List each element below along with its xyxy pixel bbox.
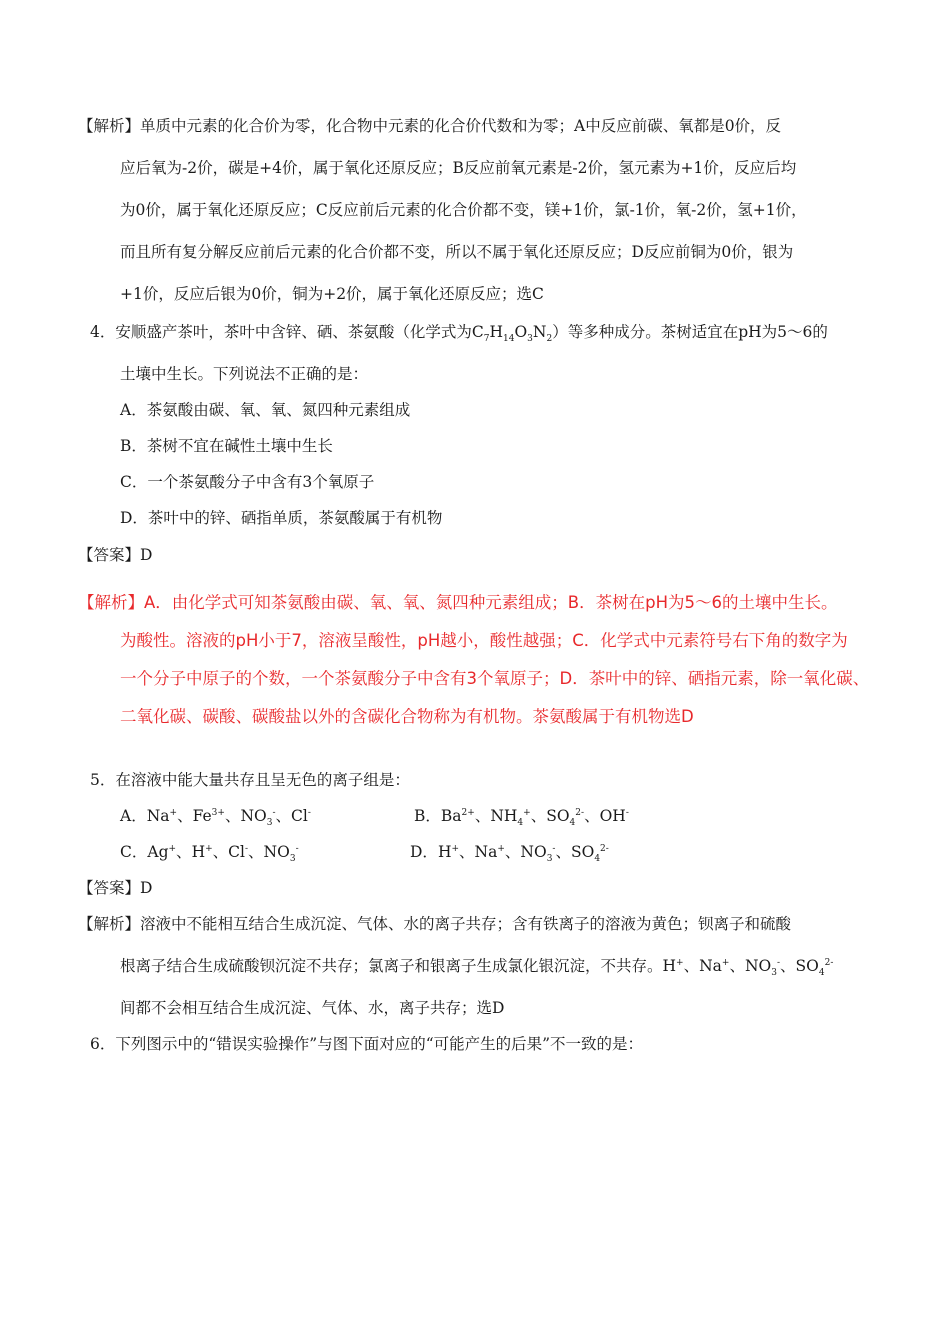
ion: $NH_4^+$ bbox=[490, 807, 531, 829]
ion: $Fe^{3+}$ bbox=[192, 807, 225, 825]
ion: Ag+ bbox=[147, 843, 177, 861]
q4-option-a: A．茶氨酸由碳、氧、氧、氮四种元素组成 bbox=[120, 401, 411, 419]
ion: Na+ bbox=[146, 807, 178, 825]
ion: Na+ bbox=[474, 843, 505, 861]
option-prefix: C． bbox=[120, 843, 148, 861]
q4-analysis-line-2: 为酸性。溶液的pH小于7，溶液呈酸性，pH越小，酸性越强；C．化学式中元素符号右下角的数字为 bbox=[120, 631, 848, 650]
ion: H+ bbox=[191, 843, 213, 861]
ion: $SO_4^{2-}$ bbox=[546, 807, 585, 829]
q5-option-b: B．$Ba^{2+}$、$NH_4^+$、$SO_4^{2-}$、OH- bbox=[414, 807, 629, 829]
q5-stem: 5．在溶液中能大量共存且呈无色的离子组是： bbox=[90, 771, 410, 789]
q4-analysis-line-3: 一个分子中原子的个数，一个茶氨酸分子中含有3个氧原子；D．茶叶中的锌、硒指元素，除一氧化碳、 bbox=[120, 669, 870, 688]
q3-analysis-line-5: +1价，反应后银为0价，铜为+2价，属于氧化还原反应；选C bbox=[120, 285, 544, 303]
option-prefix: A． bbox=[120, 807, 147, 825]
ion: $SO_4^{2-}$ bbox=[795, 957, 834, 979]
q5-option-a: A．Na+、$Fe^{3+}$、$NO_3^-$、Cl- bbox=[120, 807, 311, 829]
q4-stem-line-1: 4．安顺盛产茶叶，茶叶中含锌、硒、茶氨酸（化学式为$C_7H_{14}O_3N_2$）等多种成分。茶树适宜在pH为5～6的 bbox=[90, 323, 828, 345]
q5-analysis-line-1: 【解析】溶液中不能相互结合生成沉淀、气体、水的离子共存；含有铁离子的溶液为黄色；钡离子和硫酸 bbox=[78, 915, 792, 933]
q3-analysis-line-4: 而且所有复分解反应前后元素的化合价都不变，所以不属于氧化还原反应；D反应前铜为0价，银为 bbox=[120, 243, 794, 261]
q5-option-c: C．Ag+、H+、Cl-、$NO_3^-$ bbox=[120, 843, 299, 865]
ion: H+ bbox=[437, 843, 460, 861]
ion: Cl- bbox=[291, 807, 311, 825]
ion: Na+ bbox=[699, 957, 730, 975]
option-prefix: D． bbox=[410, 843, 438, 861]
ion: $NO_3^-$ bbox=[240, 807, 276, 829]
ion: $SO_4^{2-}$ bbox=[570, 843, 609, 865]
option-prefix: B． bbox=[414, 807, 441, 825]
q3-analysis-line-1: 【解析】单质中元素的化合价为零，化合物中元素的化合价代数和为零；A中反应前碳、氧都是0价，反 bbox=[78, 117, 782, 135]
q3-analysis-line-3: 为0价，属于氧化还原反应；C反应前后元素的化合价都不变，镁+1价，氯-1价，氧-2价，氢+1价， bbox=[120, 201, 807, 219]
q5-analysis-line-3: 间都不会相互结合生成沉淀、气体、水，离子共存；选D bbox=[120, 999, 505, 1017]
ion: $NO_3^-$ bbox=[744, 957, 781, 979]
q5-answer: 【答案】D bbox=[78, 879, 153, 897]
q4-answer: 【答案】D bbox=[78, 546, 153, 564]
ion: $Ba^{2+}$ bbox=[440, 807, 475, 825]
q4-option-c: C．一个茶氨酸分子中含有3个氧原子 bbox=[120, 473, 375, 491]
q4-stem-line-2: 土壤中生长。下列说法不正确的是： bbox=[120, 365, 369, 383]
ion: $NO_3^-$ bbox=[520, 843, 556, 865]
q4-option-d: D．茶叶中的锌、硒指单质，茶氨酸属于有机物 bbox=[120, 509, 443, 527]
q3-analysis-line-2: 应后氧为-2价，碳是+4价，属于氧化还原反应；B反应前氧元素是-2价，氢元素为+1价，反应后均 bbox=[120, 159, 797, 177]
ion: $NO_3^-$ bbox=[263, 843, 299, 865]
q4-analysis-line-1: 【解析】A．由化学式可知茶氨酸由碳、氧、氧、氮四种元素组成；B．茶树在pH为5～6的土壤中生长。 bbox=[78, 593, 838, 612]
q5-analysis-line-2: 根离子结合生成硫酸钡沉淀不共存；氯离子和银离子生成氯化银沉淀，不共存。H+、Na+、$NO_3^-$、$SO_4^{2-}$ bbox=[120, 957, 834, 979]
q4-option-b: B．茶树不宜在碱性土壤中生长 bbox=[120, 437, 333, 455]
q6-stem: 6．下列图示中的“错误实验操作”与图下面对应的“可能产生的后果”不一致的是： bbox=[90, 1035, 644, 1053]
q4-analysis-line-4: 二氧化碳、碳酸、碳酸盐以外的含碳化合物称为有机物。茶氨酸属于有机物选D bbox=[120, 707, 694, 726]
q5-option-d: D．H+、Na+、$NO_3^-$、$SO_4^{2-}$ bbox=[410, 843, 609, 865]
ion: Cl- bbox=[228, 843, 249, 861]
ion: OH- bbox=[599, 807, 629, 825]
